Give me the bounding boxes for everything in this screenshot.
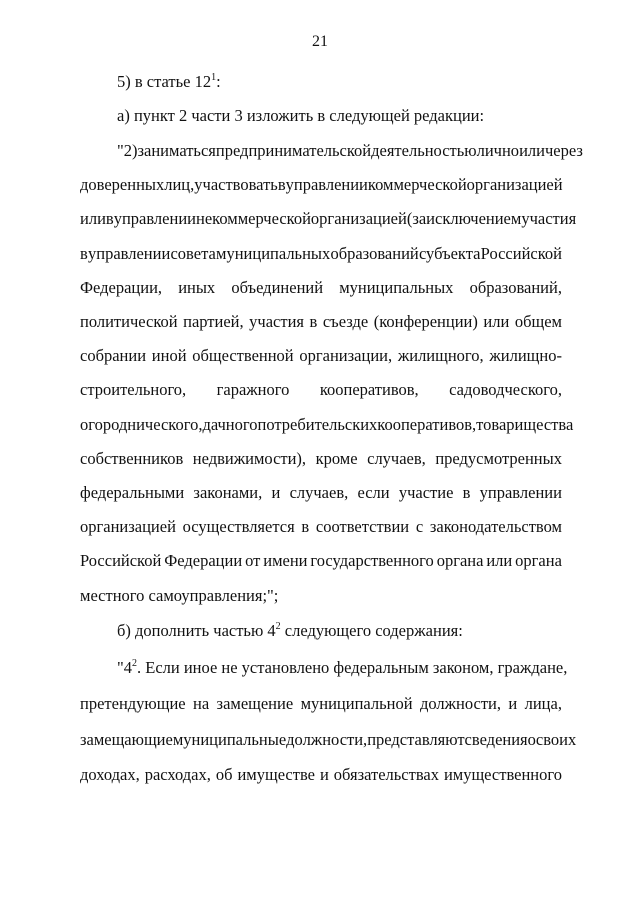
- item-a-heading: а) пункт 2 части 3 изложить в следующей редакции:: [117, 106, 485, 125]
- text-line: [80, 483, 562, 503]
- word: или: [486, 551, 513, 571]
- word: кроме: [315, 448, 358, 468]
- word: управлении: [285, 175, 368, 195]
- text-line: [80, 209, 577, 229]
- word: жилищно-: [489, 346, 562, 366]
- word: некоммерческой: [195, 209, 311, 229]
- word: или: [483, 312, 510, 331]
- word: муниципальных: [339, 277, 454, 297]
- item-5-heading: [117, 72, 562, 92]
- word: строительного,: [80, 380, 187, 400]
- word: собственников: [80, 448, 184, 468]
- word: должности,: [286, 729, 368, 749]
- quote2-first-line-text: . Если иное не установлено федеральным законом, граждане,: [137, 658, 568, 677]
- text-line: [80, 244, 562, 264]
- word: управлении: [479, 483, 562, 502]
- word: потребительских: [257, 414, 378, 434]
- word: сведения: [464, 729, 528, 749]
- word: и: [508, 694, 518, 713]
- word: о: [527, 729, 536, 749]
- word: партией,: [183, 312, 244, 331]
- word: "2): [117, 141, 138, 160]
- word: расходах,: [144, 765, 211, 784]
- word: кооперативов,: [377, 414, 477, 434]
- word: от: [245, 551, 261, 571]
- quote2-first-text: [117, 658, 567, 678]
- word: или: [80, 209, 106, 229]
- word: (за: [406, 209, 427, 229]
- word: субъекта: [418, 243, 481, 263]
- word: кооперативов,: [319, 380, 419, 400]
- word: или: [519, 141, 545, 160]
- word: представляют: [367, 729, 465, 749]
- word: случаев,: [367, 448, 426, 468]
- word: и: [319, 765, 329, 784]
- word: (конференции): [373, 312, 478, 331]
- word: участвовать: [194, 175, 278, 195]
- word: предпринимательской: [215, 141, 372, 160]
- text-line: [80, 380, 562, 400]
- word: законами,: [193, 483, 263, 502]
- page-number: 21: [312, 33, 328, 50]
- word: об: [215, 765, 233, 784]
- text-line: [80, 175, 562, 195]
- word: муниципальных: [216, 243, 331, 263]
- word: замещающие: [80, 729, 173, 749]
- word: на: [193, 694, 210, 713]
- item-5-text: 5) в статье 12: [117, 72, 212, 91]
- item-5-suffix: :: [216, 72, 221, 91]
- item-b-heading: [117, 621, 562, 641]
- word: доверенных: [80, 175, 165, 195]
- text-line: [80, 765, 562, 785]
- item-b-text: б) дополнить частью 4: [117, 621, 276, 640]
- word: иных: [178, 277, 216, 297]
- word: участие: [398, 483, 454, 502]
- word: политической: [80, 312, 178, 331]
- word: в: [309, 312, 318, 331]
- word: образований,: [469, 277, 562, 297]
- word: деятельностью: [371, 141, 477, 160]
- word: собрании: [80, 346, 147, 366]
- word: Федерации,: [80, 277, 163, 297]
- item-b-superscript: 2: [275, 620, 281, 632]
- text-line: [80, 414, 574, 435]
- word: муниципальные: [172, 729, 287, 749]
- word: и: [271, 483, 281, 502]
- word: осуществляется: [182, 517, 295, 537]
- item-5-superscript: 1: [211, 71, 217, 83]
- word: претендующие: [80, 694, 186, 713]
- word: в: [277, 175, 286, 195]
- word: жилищного,: [397, 346, 484, 366]
- word: Российской: [80, 551, 162, 571]
- item-b-suffix: следующего содержания:: [280, 621, 463, 640]
- word: замещение: [216, 694, 294, 713]
- text-line: [80, 729, 577, 750]
- word: своих: [535, 729, 577, 749]
- word: государственного: [310, 551, 434, 571]
- word: участия: [521, 209, 577, 229]
- word: организацией: [466, 175, 563, 195]
- word: исключением: [426, 209, 522, 229]
- word: участия: [249, 312, 304, 331]
- word: товарищества: [476, 414, 574, 434]
- word: организацией: [80, 517, 176, 537]
- word: доходах,: [80, 765, 140, 784]
- word: органа: [515, 551, 562, 571]
- word: Федерации: [164, 551, 243, 571]
- word: случаев,: [289, 483, 349, 502]
- quote2-number: "4: [117, 658, 132, 677]
- word: гаражного: [216, 380, 290, 400]
- word: управлении: [88, 243, 171, 263]
- text-line: [80, 517, 562, 537]
- text-line: [117, 141, 583, 161]
- word: в: [80, 243, 88, 263]
- quote2-superscript: 2: [132, 657, 137, 669]
- word: обязательствах: [333, 765, 439, 784]
- quote2-first-line: [117, 657, 568, 678]
- word: дачного: [202, 414, 258, 434]
- word: должности,: [419, 694, 501, 713]
- word: лично: [476, 141, 520, 160]
- word: Российской: [480, 243, 562, 263]
- word: в: [105, 209, 114, 229]
- word: съезде: [322, 312, 369, 331]
- word: предусмотренных: [435, 448, 562, 468]
- word: огороднического,: [80, 414, 203, 434]
- word: соответствии: [315, 517, 410, 537]
- word: организацией: [310, 209, 407, 229]
- word: в: [462, 483, 471, 502]
- word: недвижимости),: [192, 448, 307, 468]
- word: лиц,: [164, 175, 195, 195]
- word: имуществе: [237, 765, 315, 784]
- word: имущественного: [443, 765, 562, 784]
- word: федеральными: [80, 483, 185, 502]
- word: объединений: [231, 277, 324, 297]
- text-line: [80, 449, 562, 469]
- word: коммерческой: [367, 175, 467, 195]
- word: лица,: [524, 694, 562, 713]
- word: имени: [263, 551, 308, 571]
- word: совета: [170, 243, 216, 263]
- text-line: [80, 278, 562, 298]
- word: заниматься: [137, 141, 216, 160]
- word: законодательством: [429, 517, 562, 537]
- text-line: [80, 312, 562, 332]
- word: общем: [514, 312, 562, 331]
- word: с: [415, 517, 424, 537]
- word: муниципальной: [300, 694, 413, 713]
- word: иной: [151, 346, 187, 366]
- text-line: [80, 346, 562, 366]
- word: через: [544, 141, 583, 160]
- word: в: [301, 517, 310, 537]
- word: образований: [330, 243, 419, 263]
- word: общественной: [192, 346, 294, 366]
- word: организации,: [299, 346, 393, 366]
- text-line: местного самоуправления;";: [80, 585, 279, 605]
- text-line: [80, 551, 562, 571]
- word: управлении: [113, 209, 196, 229]
- word: садоводческого,: [449, 380, 562, 400]
- word: органа: [436, 551, 484, 571]
- text-line: [80, 694, 562, 714]
- word: если: [357, 483, 390, 502]
